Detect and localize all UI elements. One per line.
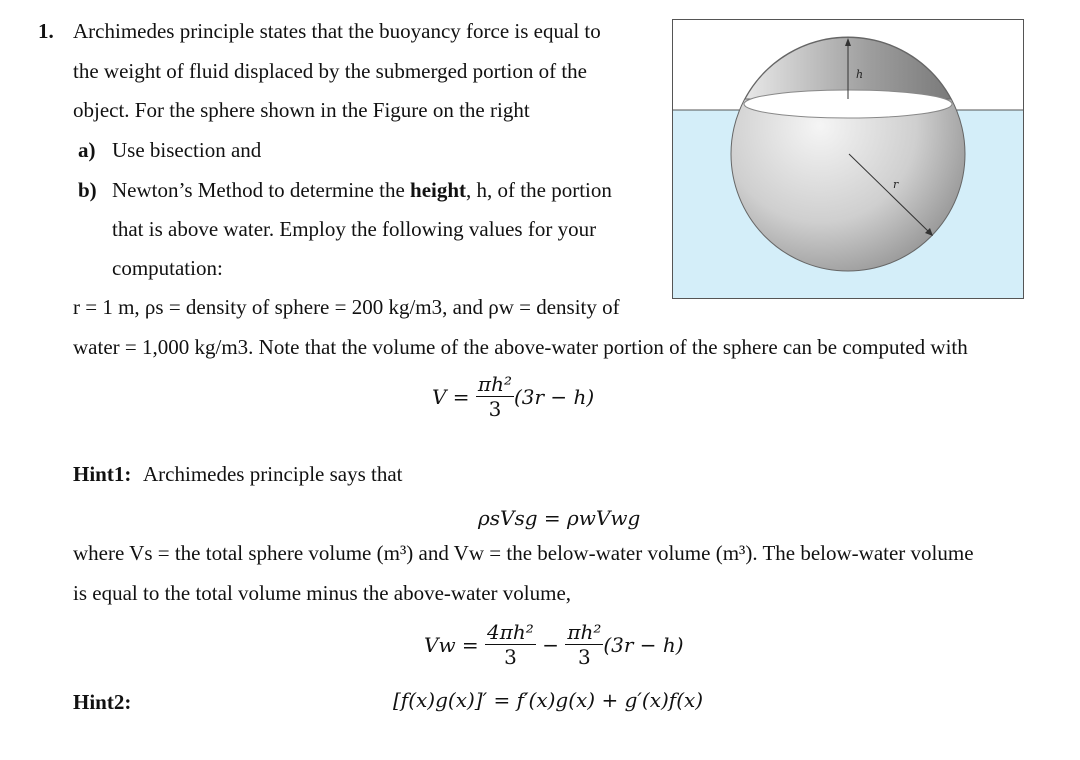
values-line: r = 1 m, ρs = density of sphere = 200 kg/m3, and ρw = density of <box>73 295 620 319</box>
part-b-line-3: computation: <box>112 256 223 280</box>
part-a-label: a) <box>78 138 96 162</box>
formula-vw-minus: − <box>542 632 559 657</box>
sphere-figure <box>672 19 1024 299</box>
hint1-equation: ρsVsg = ρwVwg <box>478 506 641 530</box>
formula-v-den: 3 <box>488 397 502 421</box>
hint1-continuation: is equal to the total volume minus the above-water volume, <box>73 581 572 605</box>
part-a-text: Use bisection and <box>112 138 262 162</box>
formula-vw-fraction-1: $\frac{\text{4πh²}}{3}$ <box>487 620 534 669</box>
formula-vw-rhs: (3r − h) <box>603 632 684 657</box>
formula-v-num: πh² <box>477 372 512 396</box>
formula-vw-fraction-2: $\frac{\text{πh²}}{3}$ <box>567 620 602 669</box>
hint1-label: Hint1: <box>73 462 132 486</box>
hint1-where: where Vs = the total sphere volume (m³) and Vw = the below-water volume (m³). The below-water volume <box>73 541 974 565</box>
label-r: r <box>893 178 899 191</box>
intro-line-3: object. For the sphere shown in the Figure on the right <box>73 98 530 122</box>
formula-v <box>432 374 594 419</box>
formula-v-rhs: (3r − h) <box>513 384 595 409</box>
formula-vw <box>424 622 684 667</box>
formula-vw-lhs: Vw = <box>424 632 479 657</box>
intro-line-2: the weight of fluid displaced by the submerged portion of the <box>73 59 587 83</box>
problem-number: 1. <box>38 19 54 43</box>
volume-note: water = 1,000 kg/m3. Note that the volume of the above-water portion of the sphere can be computed with <box>73 335 968 359</box>
intro-line-1: Archimedes principle states that the buoyancy force is equal to <box>73 19 601 43</box>
part-b-label: b) <box>78 178 97 202</box>
formula-v-lhs: V = <box>432 384 470 409</box>
formula-v-fraction <box>476 374 514 419</box>
part-b-bold: height <box>410 178 467 202</box>
part-b-text: Newton’s Method to determine the height, h, of the portion <box>112 178 612 202</box>
sphere-diagram <box>673 20 1024 299</box>
hint2-label: Hint2: <box>73 690 132 714</box>
label-h: h <box>856 68 864 81</box>
hint2-equation: [f(x)g(x)]′ = f′(x)g(x) + g′(x)f(x) <box>393 688 704 712</box>
part-b-line-2: that is above water. Employ the following values for your <box>112 217 597 241</box>
hint1-text: Archimedes principle says that <box>143 462 403 486</box>
